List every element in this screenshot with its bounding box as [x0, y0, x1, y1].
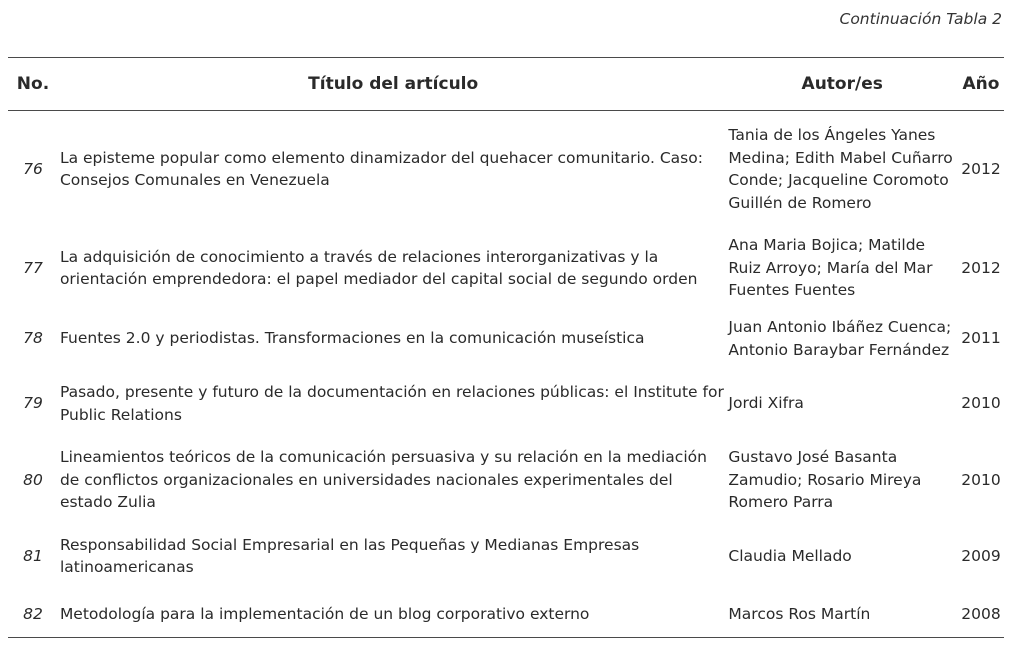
table-row — [8, 521, 1004, 591]
row-year: 2010 — [961, 470, 1001, 489]
row-title: Fuentes 2.0 y periodistas. Transformaciones en la comunicación museística — [59, 329, 645, 348]
articles-table — [8, 57, 1004, 638]
row-authors: Tania de los Ángeles Yanes Medina; Edith Mabel Cuñarro Conde; Jacqueline Coromoto Guillén de Romero — [728, 126, 953, 212]
header-year: Año — [958, 58, 1004, 111]
row-authors: Juan Antonio Ibáñez Cuenca; Antonio Baraybar Fernández — [728, 318, 952, 359]
header-title: Título del artículo — [58, 58, 726, 111]
articles-table-container — [8, 57, 1004, 638]
row-authors: Ana Maria Bojica; Matilde Ruiz Arroyo; María del Mar Fuentes Fuentes — [728, 236, 933, 300]
row-number: 80 — [23, 470, 43, 489]
row-title: Pasado, presente y futuro de la documentación en relaciones públicas: el Institute for Public Relations — [59, 383, 724, 424]
row-year: 2008 — [958, 591, 1004, 638]
row-number: 82 — [8, 591, 58, 638]
table-row — [8, 111, 1004, 228]
row-title: Responsabilidad Social Empresarial en las Pequeñas y Medianas Empresas latinoamericanas — [59, 535, 640, 576]
row-authors: Claudia Mellado — [728, 546, 852, 565]
row-number: 79 — [23, 394, 43, 413]
row-year: 2009 — [961, 546, 1001, 565]
row-title: La episteme popular como elemento dinamizador del quehacer comunitario. Caso: Consejos Comunales en Venezuela — [59, 148, 703, 189]
table-row — [8, 309, 1004, 368]
row-title: Lineamientos teóricos de la comunicación persuasiva y su relación en la mediación de conflictos organizacionales en universidades nacionales experimentales del estado Zulia — [59, 448, 707, 512]
row-year: 2010 — [961, 394, 1001, 413]
table-row — [8, 591, 1004, 638]
row-title: La adquisición de conocimiento a través de relaciones interorganizativas y la orientación emprendedora: el papel mediador del capital social de segundo orden — [59, 247, 698, 288]
row-title: Metodología para la implementación de un blog corporativo externo — [58, 591, 726, 638]
table-row — [8, 439, 1004, 521]
row-authors: Gustavo José Basanta Zamudio; Rosario Mireya Romero Parra — [728, 448, 922, 512]
table-header — [8, 58, 1004, 111]
row-number: 76 — [23, 159, 43, 178]
row-authors: Marcos Ros Martín — [726, 591, 958, 638]
row-year: 2012 — [961, 159, 1001, 178]
header-no: No. — [8, 58, 58, 111]
row-number: 77 — [23, 258, 43, 277]
row-authors: Jordi Xifra — [728, 394, 804, 413]
header-row — [8, 58, 1004, 111]
table-row — [8, 368, 1004, 439]
row-number: 81 — [23, 546, 43, 565]
row-year: 2011 — [961, 329, 1001, 348]
table-row — [8, 227, 1004, 309]
table-body — [8, 111, 1004, 638]
header-authors: Autor/es — [726, 58, 958, 111]
row-year: 2012 — [961, 258, 1001, 277]
row-number: 78 — [23, 329, 43, 348]
table-caption: Continuación Tabla 2 — [839, 10, 1002, 28]
